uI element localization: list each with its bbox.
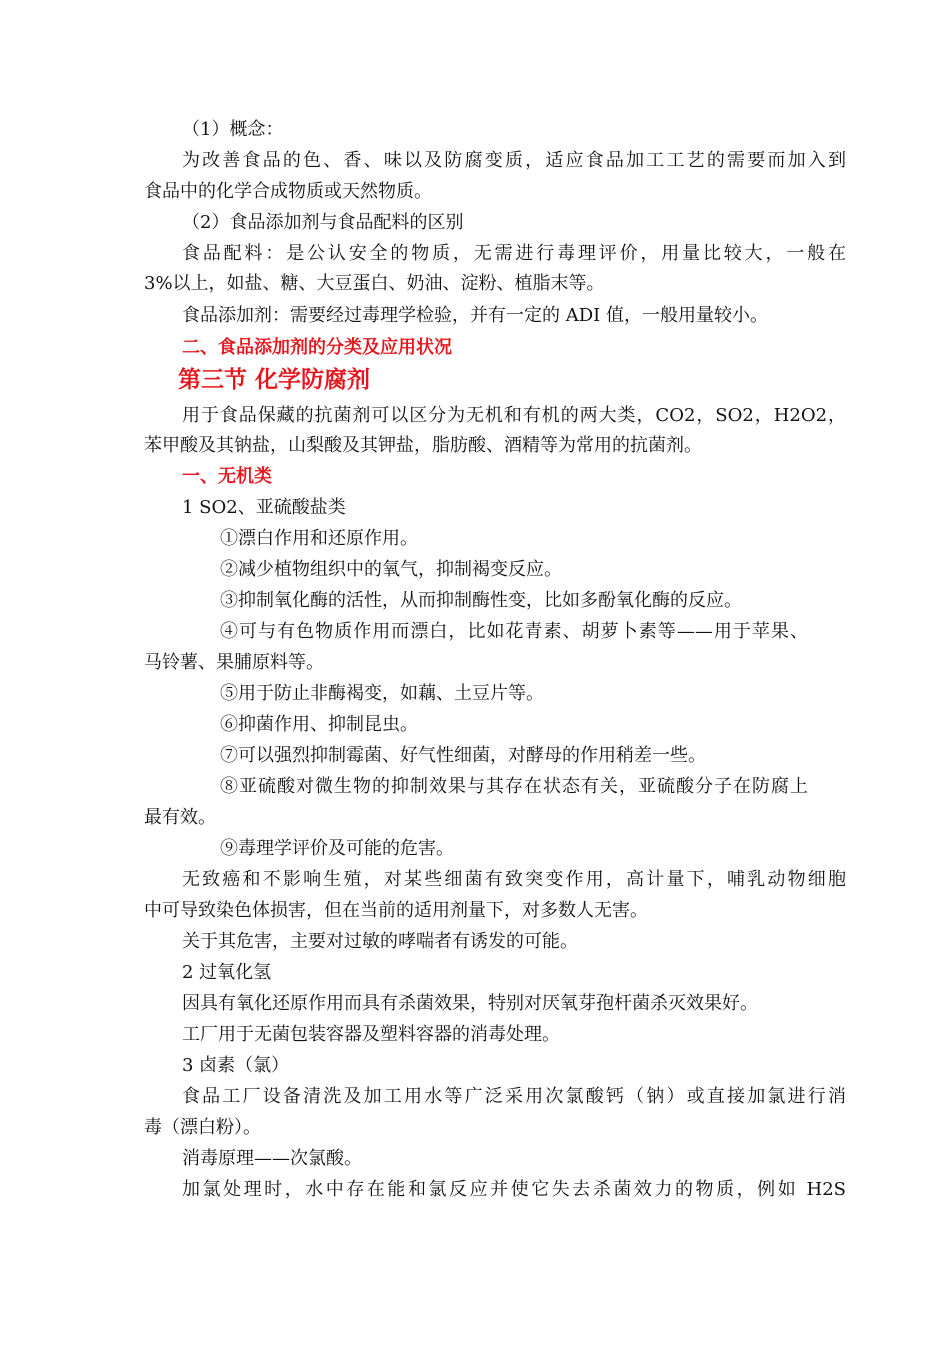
list-item-continuation: 最有效。 <box>144 807 216 828</box>
paragraph-line: 消毒原理——次氯酸。 <box>182 1148 362 1169</box>
subheading: 2 过氧化氢 <box>182 962 272 983</box>
subheading: （2）食品添加剂与食品配料的区别 <box>182 212 464 233</box>
paragraph-line: 苯甲酸及其钠盐，山梨酸及其钾盐，脂肪酸、酒精等为常用的抗菌剂。 <box>144 435 702 456</box>
paragraph-line: 毒（漂白粉）。 <box>144 1117 261 1138</box>
section-heading: 二、食品添加剂的分类及应用状况 <box>182 337 452 358</box>
paragraph-line: 为改善食品的色、香、味以及防腐变质，适应食品加工工艺的需要而加入到 <box>182 150 846 171</box>
paragraph-line: 加氯处理时，水中存在能和氯反应并使它失去杀菌效力的物质，例如 H2S <box>182 1179 846 1200</box>
paragraph-line: 无致癌和不影响生殖，对某些细菌有致突变作用，高计量下，哺乳动物细胞 <box>182 869 846 890</box>
list-item: ⑦可以强烈抑制霉菌、好气性细菌，对酵母的作用稍差一些。 <box>220 745 706 766</box>
paragraph-line: 食品添加剂：需要经过毒理学检验，并有一定的 ADI 值，一般用量较小。 <box>182 305 768 326</box>
paragraph-line: 关于其危害，主要对过敏的哮喘者有诱发的可能。 <box>182 931 578 952</box>
paragraph-line: 工厂用于无菌包装容器及塑料容器的消毒处理。 <box>182 1024 560 1045</box>
list-item: ③抑制氧化酶的活性，从而抑制酶性变，比如多酚氧化酶的反应。 <box>220 590 742 611</box>
list-item: ①漂白作用和还原作用。 <box>220 528 418 549</box>
subheading: 1 SO2、亚硫酸盐类 <box>182 497 346 518</box>
list-item: ⑧亚硫酸对微生物的抑制效果与其存在状态有关，亚硫酸分子在防腐上 <box>220 776 808 797</box>
list-item: ⑥抑菌作用、抑制昆虫。 <box>220 714 418 735</box>
paragraph-line: 食品配料：是公认安全的物质，无需进行毒理评价，用量比较大，一般在 <box>182 243 846 264</box>
chapter-heading: 第三节 化学防腐剂 <box>178 366 371 393</box>
paragraph-line: 因具有氧化还原作用而具有杀菌效果，特别对厌氧芽孢杆菌杀灭效果好。 <box>182 993 758 1014</box>
paragraph-line: 3%以上，如盐、糖、大豆蛋白、奶油、淀粉、植脂末等。 <box>144 273 605 294</box>
list-item: ②减少植物组织中的氧气，抑制褐变反应。 <box>220 559 562 580</box>
list-item: ④可与有色物质作用而漂白，比如花青素、胡萝卜素等——用于苹果、 <box>220 621 808 642</box>
concept-label: （1）概念： <box>182 119 284 140</box>
list-item-continuation: 马铃薯、果脯原料等。 <box>144 652 324 673</box>
list-item: ⑨毒理学评价及可能的危害。 <box>220 838 454 859</box>
section-heading: 一、无机类 <box>182 466 272 487</box>
paragraph-line: 食品工厂设备清洗及加工用水等广泛采用次氯酸钙（钠）或直接加氯进行消 <box>182 1086 846 1107</box>
subheading: 3 卤素（氯） <box>182 1055 290 1076</box>
paragraph-line: 用于食品保藏的抗菌剂可以区分为无机和有机的两大类，CO2，SO2，H2O2， <box>182 405 846 426</box>
paragraph-line: 中可导致染色体损害，但在当前的适用剂量下，对多数人无害。 <box>144 900 648 921</box>
paragraph-line: 食品中的化学合成物质或天然物质。 <box>144 181 432 202</box>
list-item: ⑤用于防止非酶褐变，如藕、土豆片等。 <box>220 683 544 704</box>
